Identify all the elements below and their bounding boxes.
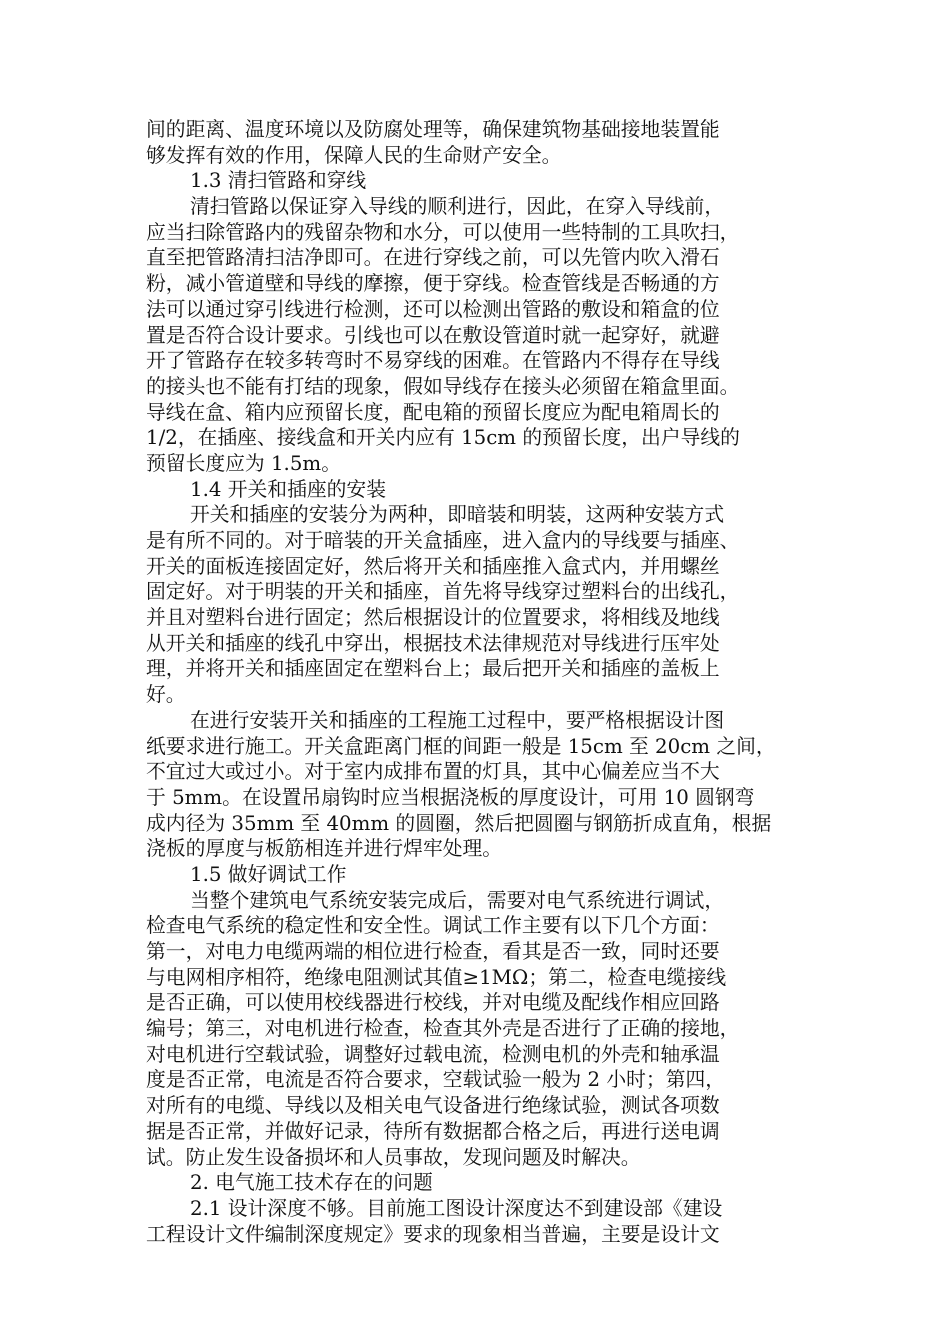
text-line: 开了管路存在较多转弯时不易穿线的困难。在管路内不得存在导线 xyxy=(146,349,720,373)
text-line: 置是否符合设计要求。引线也可以在敷设管道时就一起穿好，就避 xyxy=(146,323,720,347)
text-line: 对所有的电缆、导线以及相关电气设备进行绝缘试验，测试各项数 xyxy=(146,1094,720,1118)
text-line: 导线在盒、箱内应预留长度，配电箱的预留长度应为配电箱周长的 xyxy=(146,400,720,424)
text-line: 从开关和插座的线孔中穿出，根据技术法律规范对导线进行压牢处 xyxy=(146,631,720,655)
text-line: 检查电气系统的稳定性和安全性。调试工作主要有以下几个方面： xyxy=(146,914,720,938)
text-line: 好。 xyxy=(146,683,186,707)
text-line: 间的距离、温度环境以及防腐处理等，确保建筑物基础接地装置能 xyxy=(146,118,720,141)
text-line: 1.4 开关和插座的安装 xyxy=(190,477,386,501)
text-line: 纸要求进行施工。开关盒距离门框的间距一般是 15cm 至 20cm 之间， xyxy=(146,734,776,758)
text-line: 据是否正常，并做好记录，待所有数据都合格之后，再进行送电调 xyxy=(146,1119,720,1143)
text-line: 1.5 做好调试工作 xyxy=(190,862,347,886)
text-line: 开关和插座的安装分为两种，即暗装和明装，这两种安装方式 xyxy=(190,503,725,527)
text-line: 法可以通过穿引线进行检测，还可以检测出管路的敷设和箱盒的位 xyxy=(146,297,720,321)
text-line: 够发挥有效的作用，保障人民的生命财产安全。 xyxy=(146,143,562,167)
text-line: 开关的面板连接固定好，然后将开关和插座推入盒式内，并用螺丝 xyxy=(146,554,720,578)
text-line: 试。防止发生设备损坏和人员事故，发现问题及时解决。 xyxy=(146,1145,641,1169)
text-line: 预留长度应为 1.5m。 xyxy=(146,451,341,475)
text-line: 2.1 设计深度不够。目前施工图设计深度达不到建设部《建设 xyxy=(190,1196,723,1220)
text-line: 粉，减小管道壁和导线的摩擦，便于穿线。检查管线是否畅通的方 xyxy=(146,272,720,296)
text-line: 固定好。对于明装的开关和插座，首先将导线穿过塑料台的出线孔， xyxy=(146,580,740,604)
text-line: 不宜过大或过小。对于室内成排布置的灯具，其中心偏差应当不大 xyxy=(146,760,720,784)
text-line: 成内径为 35mm 至 40mm 的圆圈，然后把圆圈与钢筋折成直角，根据 xyxy=(146,811,772,835)
text-line: 2. 电气施工技术存在的问题 xyxy=(190,1171,433,1195)
document-page xyxy=(146,117,806,1247)
text-line: 对电机进行空载试验，调整好过载电流，检测电机的外壳和轴承温 xyxy=(146,1042,720,1066)
text-line: 并且对塑料台进行固定；然后根据设计的位置要求，将相线及地线 xyxy=(146,606,720,630)
text-line: 浇板的厚度与板筋相连并进行焊牢处理。 xyxy=(146,837,503,861)
text-line: 工程设计文件编制深度规定》要求的现象相当普遍，主要是设计文 xyxy=(146,1222,720,1246)
text-line: 在进行安装开关和插座的工程施工过程中，要严格根据设计图 xyxy=(190,708,725,732)
text-line: 是有所不同的。对于暗装的开关盒插座，进入盒内的导线要与插座、 xyxy=(146,529,740,552)
text-line: 第一，对电力电缆两端的相位进行检查，看其是否一致，同时还要 xyxy=(146,940,720,963)
text-line: 1/2，在插座、接线盒和开关内应有 15cm 的预留长度，出户导线的 xyxy=(146,426,740,450)
text-line: 当整个建筑电气系统安装完成后，需要对电气系统进行调试， xyxy=(190,888,725,912)
text-line: 理，并将开关和插座固定在塑料台上；最后把开关和插座的盖板上 xyxy=(146,657,720,681)
text-line: 直至把管路清扫洁净即可。在进行穿线之前，可以先管内吹入滑石 xyxy=(146,246,720,270)
text-line: 应当扫除管路内的残留杂物和水分，可以使用一些特制的工具吹扫， xyxy=(146,220,740,244)
text-line: 是否正确，可以使用校线器进行校线，并对电缆及配线作相应回路 xyxy=(146,991,720,1015)
text-line: 与电网相序相符，绝缘电阻测试其值≥1MΩ；第二，检查电缆接线 xyxy=(146,965,727,989)
text-line: 1.3 清扫管路和穿线 xyxy=(190,169,367,193)
text-line: 的接头也不能有打结的现象，假如导线存在接头必须留在箱盒里面。 xyxy=(146,374,740,398)
text-line: 清扫管路以保证穿入导线的顺利进行，因此，在穿入导线前， xyxy=(190,195,725,219)
text-line: 度是否正常，电流是否符合要求，空载试验一般为 2 小时；第四， xyxy=(146,1068,726,1092)
text-line: 于 5mm。在设置吊扇钩时应当根据浇板的厚度设计，可用 10 圆钢弯 xyxy=(146,785,755,809)
text-line: 编号；第三，对电机进行检查，检查其外壳是否进行了正确的接地， xyxy=(146,1017,740,1041)
